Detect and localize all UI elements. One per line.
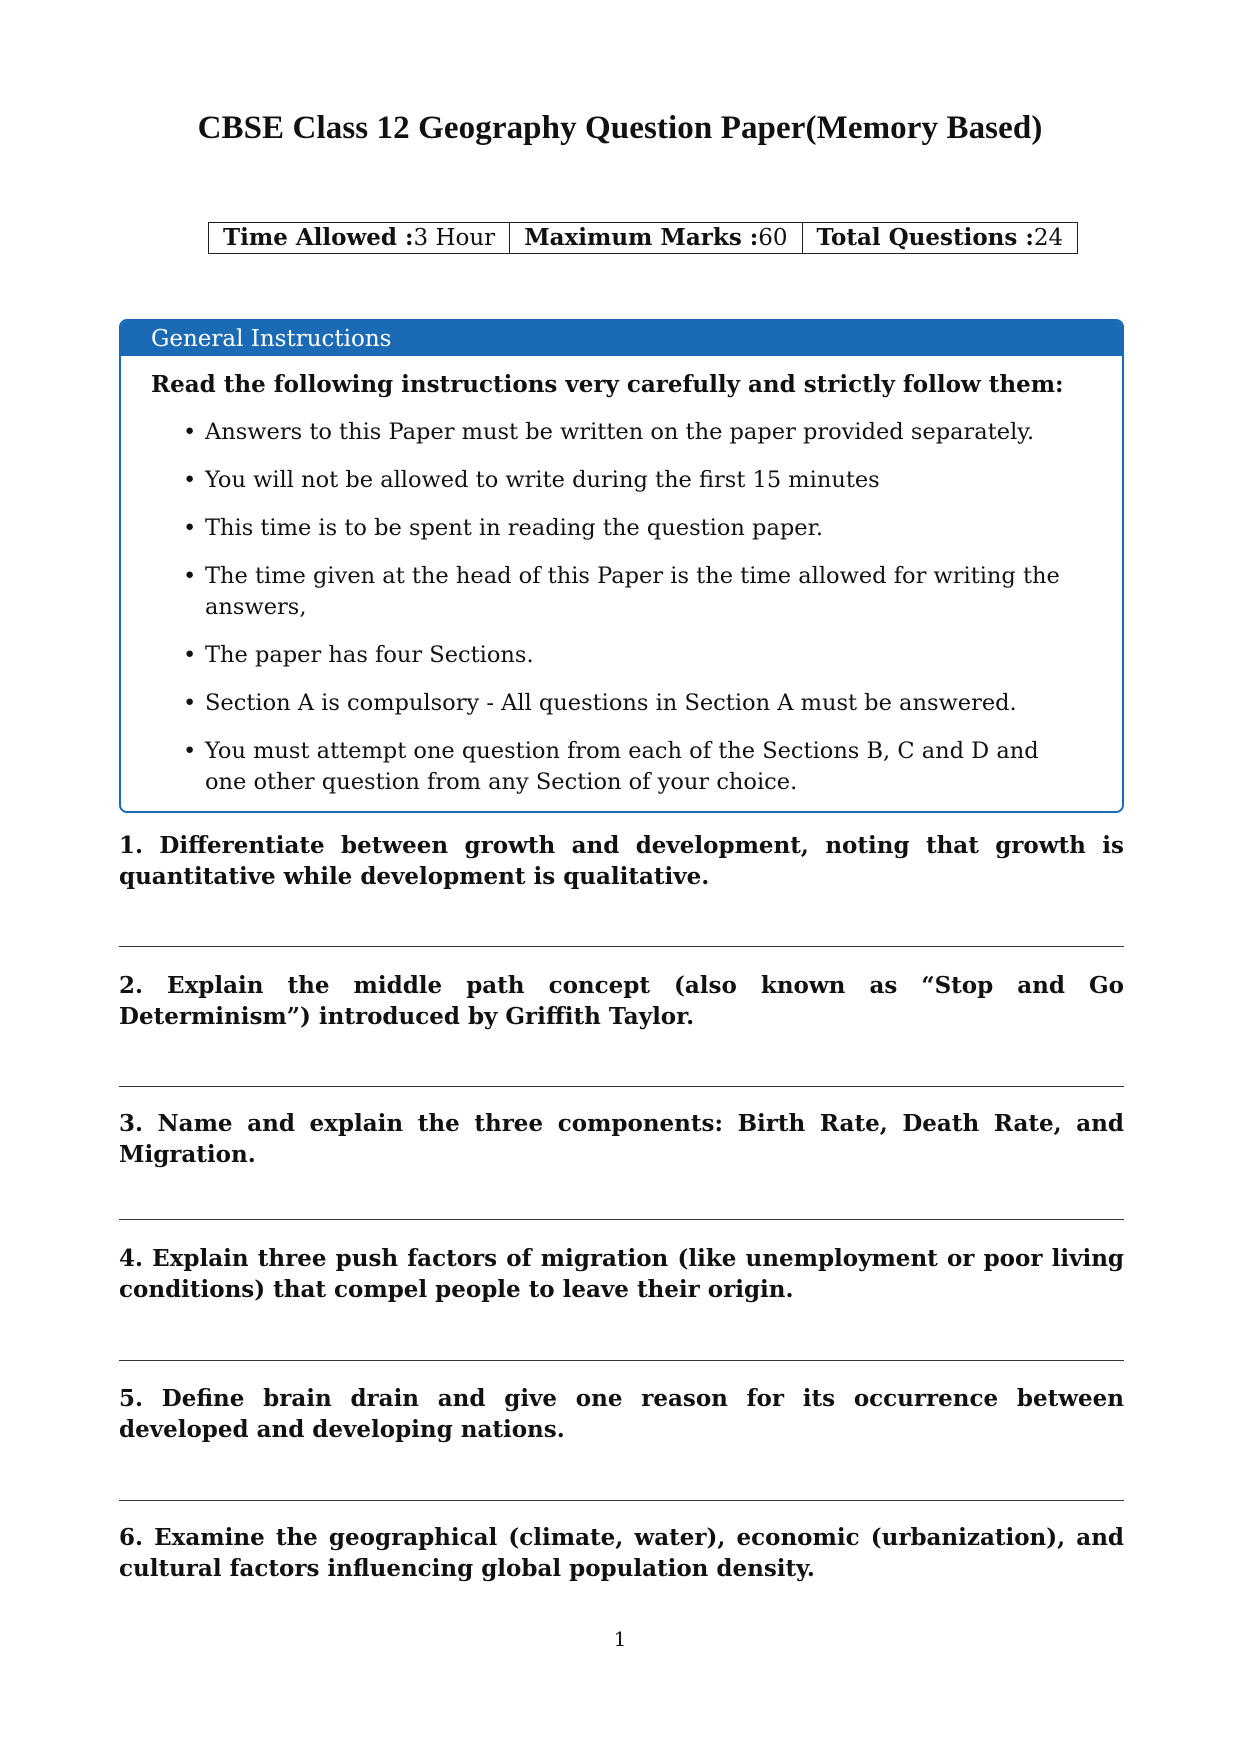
question-1: 1. Differentiate between growth and development, noting that growth is quantitative while development is qualitative. (119, 832, 1124, 890)
bullet-icon: • (183, 563, 197, 589)
maximum-marks-cell (509, 223, 801, 253)
total-questions-value: 24 (1033, 225, 1064, 251)
instruction-text: The paper has four Sections. (205, 642, 534, 668)
page-title: CBSE Class 12 Geography Question Paper(Memory Based) (197, 110, 1043, 146)
answer-divider (119, 946, 1124, 947)
total-questions-cell (802, 223, 1078, 253)
instruction-item (183, 640, 1063, 671)
answer-divider (119, 1360, 1124, 1361)
bullet-icon: • (183, 738, 197, 764)
instruction-text: You will not be allowed to write during the first 15 minutes (205, 467, 880, 493)
bullet-icon: • (183, 467, 197, 493)
bullet-icon: • (183, 515, 197, 541)
instruction-item (183, 465, 1063, 496)
instruction-item (183, 688, 1063, 719)
question-5: 5. Define brain drain and give one reason for its occurrence between developed and developing nations. (119, 1385, 1124, 1443)
instruction-item (183, 417, 1063, 448)
time-allowed-cell (209, 223, 509, 253)
bullet-icon: • (183, 642, 197, 668)
instruction-item (183, 513, 1063, 544)
instruction-text: This time is to be spent in reading the question paper. (205, 515, 824, 541)
instruction-text: Answers to this Paper must be written on the paper provided separately. (205, 419, 1035, 445)
question-2: 2. Explain the middle path concept (also known as “Stop and Go Determinism”) introduced by Griffith Taylor. (119, 972, 1124, 1030)
answer-divider (119, 1086, 1124, 1087)
bullet-icon: • (183, 419, 197, 445)
question-3: 3. Name and explain the three components: Birth Rate, Death Rate, and Migration. (119, 1110, 1124, 1168)
instruction-text: Section A is compulsory - All questions in Section A must be answered. (205, 690, 1017, 716)
maximum-marks-label: Maximum Marks : (524, 224, 759, 251)
instructions-lead: Read the following instructions very carefully and strictly follow them: (151, 371, 1064, 398)
exam-info-table (208, 222, 1078, 254)
total-questions-label: Total Questions : (816, 224, 1034, 251)
question-6: 6. Examine the geographical (climate, water), economic (urbanization), and cultural factors influencing global population density. (119, 1524, 1124, 1582)
instruction-text: You must attempt one question from each of the Sections B, C and D and one other question from any Section of your choice. (205, 738, 1039, 795)
maximum-marks-value: 60 (758, 225, 788, 251)
instructions-list (183, 417, 1063, 813)
answer-divider (119, 1219, 1124, 1220)
instruction-item (183, 561, 1063, 623)
instruction-item (183, 736, 1063, 798)
time-allowed-value: 3 Hour (413, 225, 496, 251)
general-instructions-box (119, 319, 1124, 813)
question-4: 4. Explain three push factors of migration (like unemployment or poor living conditions) that compel people to leave their origin. (119, 1245, 1124, 1303)
bullet-icon: • (183, 690, 197, 716)
answer-divider (119, 1500, 1124, 1501)
instruction-text: The time given at the head of this Paper is the time allowed for writing the answers, (205, 563, 1060, 620)
page-number: 1 (613, 1627, 627, 1651)
time-allowed-label: Time Allowed : (223, 224, 414, 251)
general-instructions-header: General Instructions (121, 321, 1122, 356)
